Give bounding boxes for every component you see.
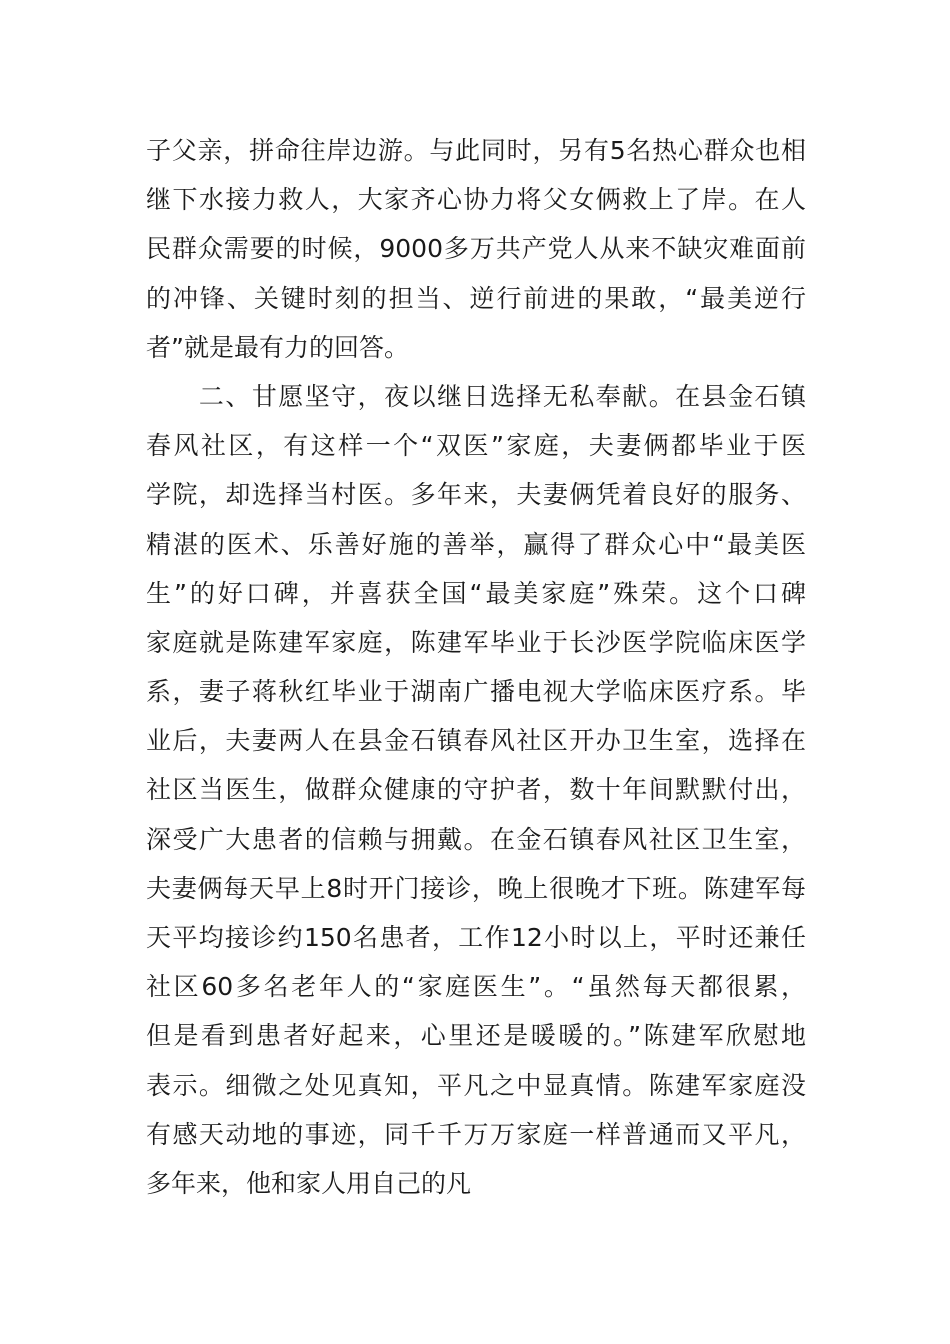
- text-line: 家庭就是陈建军家庭，陈建军毕业于长沙医学院临床医学: [146, 627, 806, 657]
- text-line: 二、甘愿坚守，夜以继日选择无私奉献。在县金石镇: [146, 381, 806, 411]
- body-text: [146, 126, 806, 1208]
- text-line: 有感天动地的事迹，同千千万万家庭一样普通而又平凡，: [146, 1119, 806, 1149]
- text-line: 社区60多名老年人的“家庭医生”。“虽然每天都很累，: [146, 972, 806, 1002]
- text-line: 者”就是最有力的回答。: [146, 332, 409, 362]
- text-line: 生”的好口碑，并喜获全国“最美家庭”殊荣。这个口碑: [146, 578, 806, 608]
- text-line: 系，妻子蒋秋红毕业于湖南广播电视大学临床医疗系。毕: [146, 677, 806, 707]
- text-line: 精湛的医术、乐善好施的善举，赢得了群众心中“最美医: [146, 529, 806, 559]
- text-line: 学院，却选择当村医。多年来，夫妻俩凭着良好的服务、: [146, 480, 806, 510]
- text-line: 民群众需要的时候，9000多万共产党人从来不缺灾难面前: [146, 234, 806, 264]
- text-line: 表示。细微之处见真知，平凡之中显真情。陈建军家庭没: [146, 1070, 806, 1100]
- text-line: 深受广大患者的信赖与拥戴。在金石镇春风社区卫生室，: [146, 824, 806, 854]
- text-line: 但是看到患者好起来，心里还是暖暖的。”陈建军欣慰地: [146, 1021, 806, 1051]
- text-line: 夫妻俩每天早上8时开门接诊，晚上很晚才下班。陈建军每: [146, 873, 806, 903]
- text-line: 春风社区，有这样一个“双医”家庭，夫妻俩都毕业于医: [146, 431, 806, 461]
- text-line: 继下水接力救人，大家齐心协力将父女俩救上了岸。在人: [146, 185, 806, 215]
- text-line: 的冲锋、关键时刻的担当、逆行前进的果敢，“最美逆行: [146, 283, 806, 313]
- text-line: 业后，夫妻两人在县金石镇春风社区开办卫生室，选择在: [146, 726, 806, 756]
- text-line: 子父亲，拼命往岸边游。与此同时，另有5名热心群众也相: [146, 136, 806, 165]
- text-line: 社区当医生，做群众健康的守护者，数十年间默默付出，: [146, 775, 806, 805]
- text-line: 天平均接诊约150名患者，工作12小时以上，平时还兼任: [146, 923, 806, 952]
- text-line: 多年来，他和家人用自己的凡: [146, 1168, 472, 1198]
